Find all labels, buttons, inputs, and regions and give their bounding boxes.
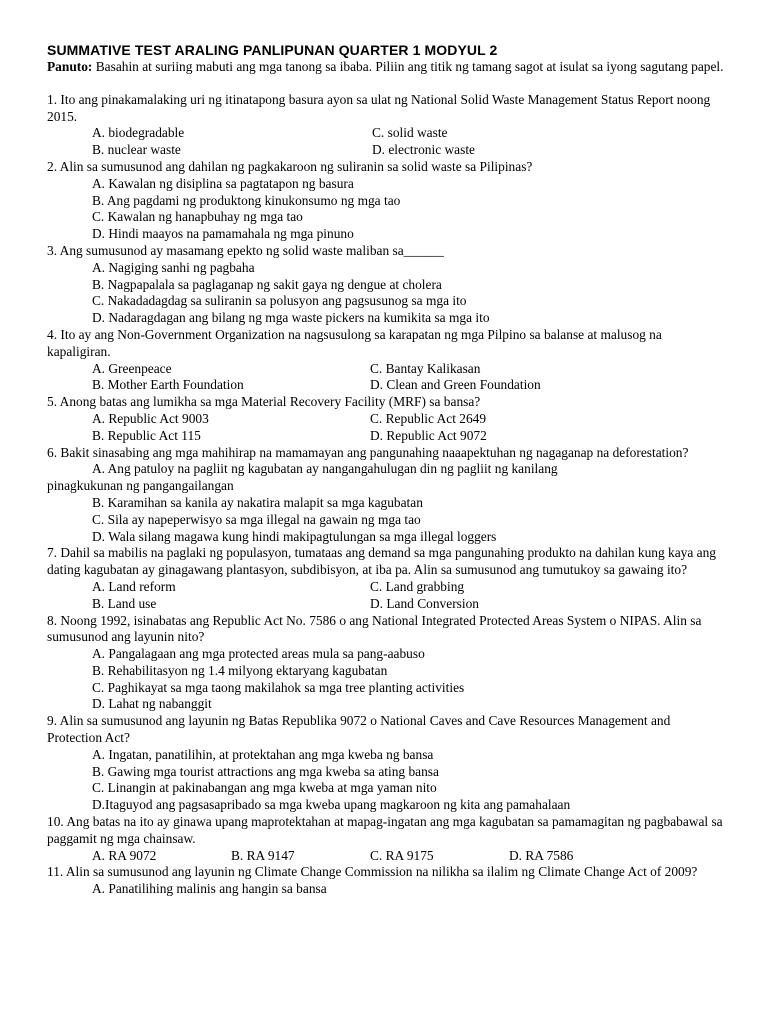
option: D. Wala silang magawa kung hindi makipagtulungan sa mga illegal loggers <box>92 528 497 544</box>
options <box>47 848 727 865</box>
option: B. Karamihan sa kanila ay nakatira malapit sa mga kagubatan <box>92 494 423 510</box>
options <box>47 495 727 545</box>
question-1 <box>47 92 727 159</box>
question-text: 3. Ang sumusunod ay masamang epekto ng solid waste maliban sa______ <box>47 242 444 258</box>
question-11 <box>47 864 727 898</box>
option: C. Republic Act 2649 <box>370 410 487 426</box>
option: A. Greenpeace <box>92 360 172 376</box>
question-text: 5. Anong batas ang lumikha sa mga Material Recovery Facility (MRF) sa bansa? <box>47 394 481 410</box>
option: A. Nagiging sanhi ng pagbaha <box>92 259 255 275</box>
option: C. RA 9175 <box>370 847 434 863</box>
option: A. Panatilihing malinis ang hangin sa bansa <box>92 881 327 897</box>
option: D. Land Conversion <box>370 595 479 611</box>
option: D. RA 7586 <box>509 847 574 863</box>
option: A. RA 9072 <box>92 847 157 863</box>
options <box>47 411 727 445</box>
option: B. nuclear waste <box>92 142 181 158</box>
question-text: 9. Alin sa sumusunod ang layunin ng Batas Republika 9072 o National Caves and Cave Resources Management and Protection Act? <box>47 713 671 746</box>
option: A. Kawalan ng disiplina sa pagtatapon ng basura <box>92 175 354 191</box>
options <box>47 260 727 327</box>
option: D. electronic waste <box>372 142 475 158</box>
option: C. Bantay Kalikasan <box>370 360 481 376</box>
option: B. Land use <box>92 595 157 611</box>
option: B. Gawing mga tourist attractions ang mga kweba sa ating bansa <box>92 763 439 779</box>
question-10 <box>47 814 727 864</box>
question-text: 6. Bakit sinasabing ang mga mahihirap na mamamayan ang pangunahing naaapektuhan ng nagaganap na deforestation? <box>47 444 689 460</box>
option: B. Mother Earth Foundation <box>92 377 244 393</box>
option: D. Republic Act 9072 <box>370 427 487 443</box>
option: A. Land reform <box>92 578 176 594</box>
option: C. Sila ay napeperwisyo sa mga illegal na gawain ng mga tao <box>92 511 421 527</box>
option: C. Nakadadagdag sa suliranin sa polusyon ang pagsusunog sa mga ito <box>92 293 467 309</box>
options <box>47 176 727 243</box>
options <box>47 579 727 613</box>
question-3 <box>47 243 727 327</box>
option: A. Ingatan, panatilihin, at protektahan ang mga kweba ng bansa <box>92 746 434 762</box>
question-text: 7. Dahil sa mabilis na paglaki ng populasyon, tumataas ang demand sa mga pangunahing produkto na dahilan kung kaya ang dating kagubatan ay ginagawang plantasyon, subdibisyon, at iba pa. Alin sa sumusunod ang tumutukoy sa gawaing ito? <box>47 545 717 578</box>
option: A. Republic Act 9003 <box>92 410 209 426</box>
option-continuation: pinagkukunan ng pangangailangan <box>47 478 234 494</box>
option: B. Ang pagdami ng produktong kinukonsumo ng mga tao <box>92 192 401 208</box>
option: C. Kawalan ng hanapbuhay ng mga tao <box>92 209 303 225</box>
question-9 <box>47 713 727 814</box>
options <box>47 461 727 478</box>
question-text: 8. Noong 1992, isinabatas ang Republic Act No. 7586 o ang National Integrated Protected Areas System o NIPAS. Alin sa sumusunod ang layunin nito? <box>47 612 702 645</box>
question-7 <box>47 545 727 612</box>
question-text: 10. Ang batas na ito ay ginawa upang maprotektahan at mapag-ingatan ang mga kagubatan sa pamamagitan ng pagbabawal sa paggamit ng mga chainsaw. <box>47 814 723 846</box>
test-page <box>47 42 727 898</box>
question-2 <box>47 159 727 243</box>
option: B. Republic Act 115 <box>92 427 201 443</box>
question-text: 1. Ito ang pinakamalaking uri ng itinatapong basura ayon sa ulat ng National Solid Waste Management Status Report noong 2015. <box>47 91 711 124</box>
option: C. Paghikayat sa mga taong makilahok sa mga tree planting activities <box>92 679 465 695</box>
option: A. biodegradable <box>92 125 185 141</box>
option: D. Nadaragdagan ang bilang ng mga waste pickers na kumikita sa mga ito <box>92 310 490 326</box>
option: C. Linangin at pakinabangan ang mga kweba at mga yaman nito <box>92 780 437 796</box>
question-8 <box>47 613 727 714</box>
question-text: 11. Alin sa sumusunod ang layunin ng Climate Change Commission na nilikha sa ilalim ng Climate Change Act of 2009? <box>47 864 698 880</box>
question-6 <box>47 445 727 546</box>
option: B. Nagpapalala sa paglaganap ng sakit gaya ng dengue at cholera <box>92 276 442 292</box>
options <box>47 747 727 814</box>
page-title: SUMMATIVE TEST ARALING PANLIPUNAN QUARTER 1 MODYUL 2 <box>47 42 498 58</box>
options <box>47 361 727 395</box>
options <box>47 881 727 898</box>
question-5 <box>47 394 727 444</box>
option: D.Itaguyod ang pagsasapribado sa mga kweba upang magkaroon ng kita ang pamahalaan <box>92 797 571 813</box>
option: C. Land grabbing <box>370 578 465 594</box>
options <box>47 125 727 159</box>
option: B. Rehabilitasyon ng 1.4 milyong ektaryang kagubatan <box>92 662 388 678</box>
option: D. Hindi maayos na pamamahala ng mga pinuno <box>92 226 354 242</box>
option: A. Pangalagaan ang mga protected areas mula sa pang-aabuso <box>92 646 425 662</box>
question-text: 4. Ito ay ang Non-Government Organization na nagsusulong sa karapatan ng mga Pilpino sa balanse at malusog na kapaligiran. <box>47 326 662 359</box>
instructions <box>47 59 727 76</box>
options <box>47 646 727 713</box>
instructions-text: Basahin at suriing mabuti ang mga tanong sa ibaba. Piliin ang titik ng tamang sagot at isulat sa iyong sagutang papel. <box>92 59 724 74</box>
instructions-label: Panuto: <box>47 59 93 74</box>
question-4 <box>47 327 727 394</box>
option: D. Clean and Green Foundation <box>370 377 541 393</box>
question-text: 2. Alin sa sumusunod ang dahilan ng pagkakaroon ng suliranin sa solid waste sa Pilipinas? <box>47 158 533 174</box>
option: A. Ang patuloy na pagliit ng kagubatan ay nangangahulugan din ng pagliit ng kanilang <box>92 461 558 477</box>
option: D. Lahat ng nabanggit <box>92 696 212 712</box>
option: B. RA 9147 <box>231 847 295 863</box>
option: C. solid waste <box>372 125 448 141</box>
